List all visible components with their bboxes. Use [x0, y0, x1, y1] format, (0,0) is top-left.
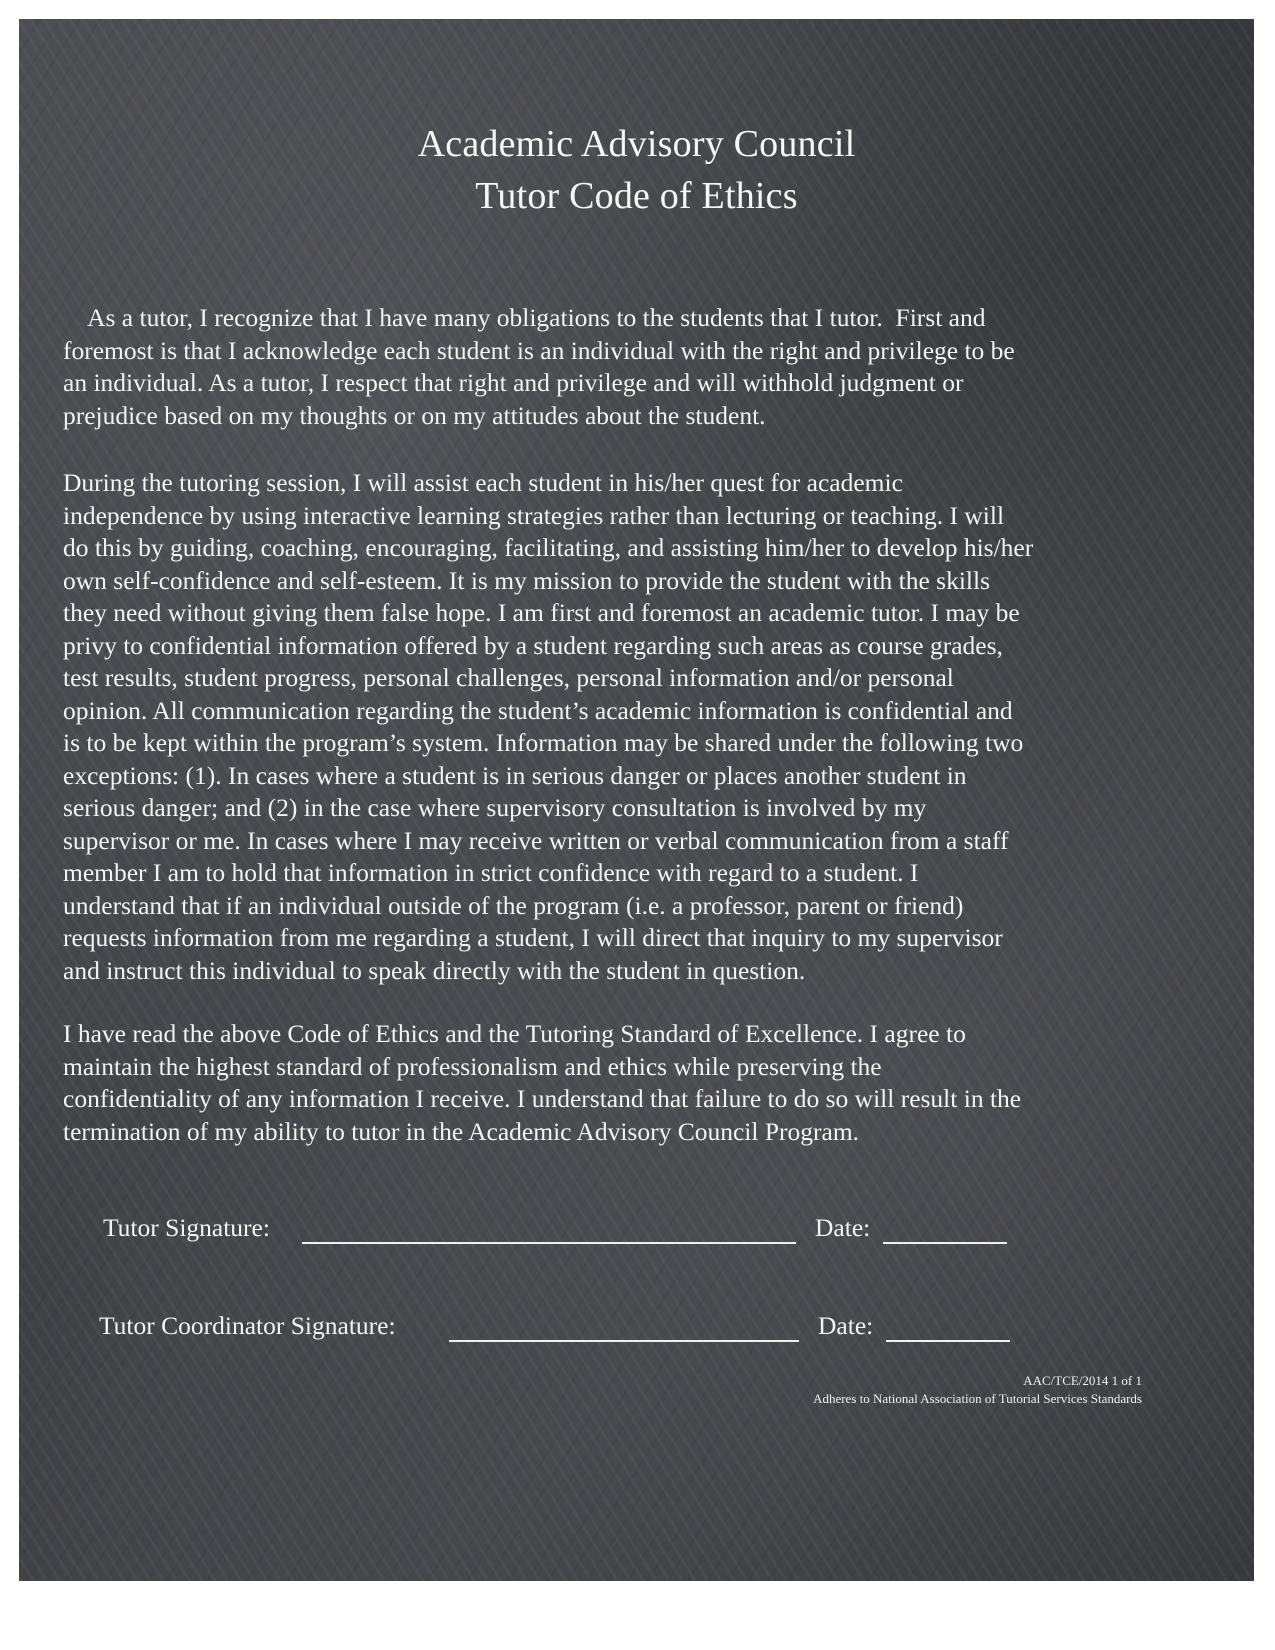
document-title-line-1: Academic Advisory Council — [417, 123, 856, 165]
coordinator-date-label: Date: — [818, 1311, 874, 1340]
paragraph-line: an individual. As a tutor, I respect that right and privilege and will withhold judgment or — [63, 368, 964, 397]
paragraph-line: test results, student progress, personal challenges, personal information and/or personal — [63, 663, 954, 692]
paragraph-agreement — [63, 1018, 1253, 1148]
coordinator-signature-row — [19, 1309, 1254, 1349]
paragraph-line: As a tutor, I recognize that I have many obligations to the students that I tutor. First and — [63, 303, 986, 332]
paragraph-obligations — [63, 302, 1253, 432]
tutor-signature-label: Tutor Signature: — [103, 1213, 270, 1242]
paragraph-tutoring-session — [63, 467, 1253, 987]
chalkboard-document — [19, 19, 1254, 1581]
paragraph-line: serious danger; and (2) in the case where supervisory consultation is involved by my — [63, 793, 927, 822]
paragraph-line: foremost is that I acknowledge each student is an individual with the right and privilege to be — [63, 335, 1015, 365]
tutor-date-field[interactable] — [883, 1242, 1007, 1244]
coordinator-date-field[interactable] — [886, 1340, 1010, 1342]
tutor-date-label: Date: — [815, 1213, 871, 1242]
paragraph-line: requests information from me regarding a student, I will direct that inquiry to my supervisor — [63, 923, 1003, 952]
paragraph-line: own self-confidence and self-esteem. It is my mission to provide the student with the skills — [63, 565, 991, 595]
paragraph-line: exceptions: (1). In cases where a student is in serious danger or places another student in — [63, 760, 967, 790]
paragraph-line: I have read the above Code of Ethics and the Tutoring Standard of Excellence. I agree to — [63, 1019, 966, 1048]
paragraph-line: and instruct this individual to speak directly with the student in question. — [63, 955, 806, 985]
footer-document-code: AAC/TCE/2014 1 of 1 — [1023, 1373, 1142, 1388]
paragraph-line: privy to confidential information offered by a student regarding such areas as course grades, — [63, 630, 1003, 660]
coordinator-signature-label: Tutor Coordinator Signature: — [99, 1311, 396, 1340]
paragraph-line: member I am to hold that information in strict confidence with regard to a student. I — [63, 858, 919, 887]
paragraph-line: During the tutoring session, I will assist each student in his/her quest for academic — [63, 468, 903, 497]
paragraph-line: prejudice based on my thoughts or on my attitudes about the student. — [63, 400, 766, 430]
document-title-line-2: Tutor Code of Ethics — [475, 175, 798, 217]
paragraph-line: do this by guiding, coaching, encouraging, facilitating, and assisting him/her to develop his/her — [63, 533, 1034, 562]
paragraph-line: confidentiality of any information I receive. I understand that failure to do so will result in the — [63, 1084, 1022, 1113]
paragraph-line: independence by using interactive learning strategies rather than lecturing or teaching. I will — [63, 500, 1005, 530]
paragraph-line: understand that if an individual outside of the program (i.e. a professor, parent or friend) — [63, 890, 964, 920]
tutor-signature-field[interactable] — [302, 1242, 796, 1244]
paragraph-line: they need without giving them false hope. I am first and foremost an academic tutor. I may be — [63, 598, 1020, 627]
paragraph-line: opinion. All communication regarding the student’s academic information is confidential and — [63, 695, 1013, 725]
coordinator-signature-field[interactable] — [449, 1340, 799, 1342]
paragraph-line: maintain the highest standard of professionalism and ethics while preserving the — [63, 1051, 882, 1081]
tutor-signature-row — [19, 1211, 1254, 1251]
paragraph-line: termination of my ability to tutor in the Academic Advisory Council Program. — [63, 1116, 860, 1146]
paragraph-line: is to be kept within the program’s system. Information may be shared under the following two — [63, 728, 1024, 757]
footer-standards-note: Adheres to National Association of Tutorial Services Standards — [813, 1391, 1142, 1406]
paragraph-line: supervisor or me. In cases where I may receive written or verbal communication from a staff — [63, 825, 1009, 855]
